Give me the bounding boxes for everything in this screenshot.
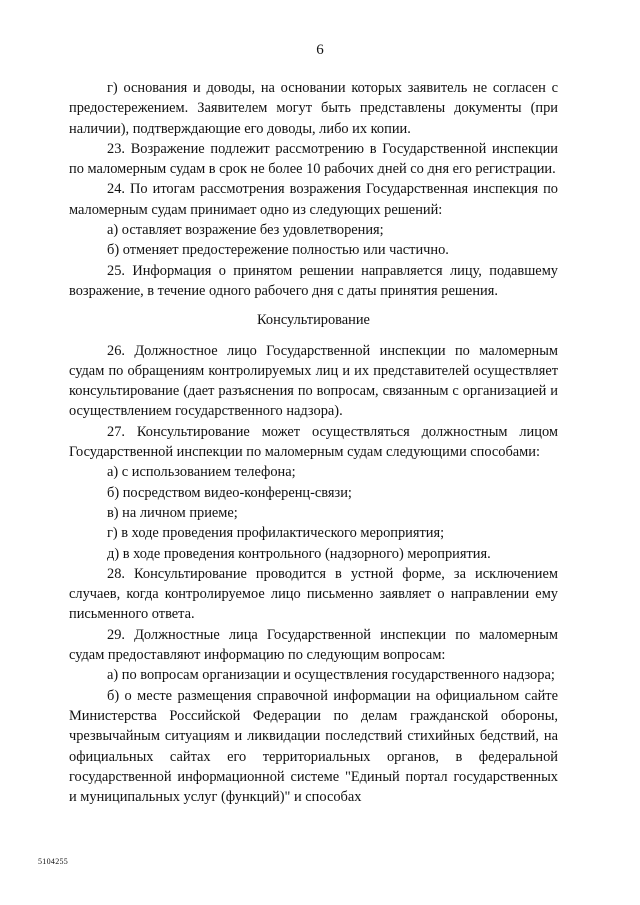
paragraph-27-item-g: г) в ходе проведения профилактического мероприятия; bbox=[107, 525, 445, 542]
page-number: 6 bbox=[316, 42, 324, 58]
section-heading: Консультирование bbox=[257, 312, 370, 329]
paragraph-29: 29. Должностные лица Государственной инспекции по маломерным судам предоставляют информацию по следующим вопросам: bbox=[69, 626, 558, 664]
paragraph-27-item-d: д) в ходе проведения контрольного (надзорного) мероприятия. bbox=[107, 545, 491, 562]
paragraph-24-item-a: а) оставляет возражение без удовлетворения; bbox=[107, 222, 384, 239]
paragraph-29-item-a: а) по вопросам организации и осуществления государственного надзора; bbox=[107, 667, 555, 684]
paragraph-25: 25. Информация о принятом решении направляется лицу, подавшему возражение, в течение одного рабочего дня с даты принятия решения. bbox=[69, 262, 558, 299]
paragraph-26: 26. Должностное лицо Государственной инспекции по маломерным судам по обращениям контролируемых лиц и их представителей осуществляет консультирование (дает разъяснения по вопросам, связанным с организацией и осуществлением государственного надзора). bbox=[69, 342, 558, 420]
paragraph-27-item-a: а) с использованием телефона; bbox=[107, 464, 296, 481]
paragraph-28: 28. Консультирование проводится в устной форме, за исключением случаев, когда контролируемое лицо письменно заявляет о направлении ему письменного ответа. bbox=[69, 565, 558, 623]
document-code: 5104255 bbox=[38, 857, 69, 866]
paragraph-24-item-b: б) отменяет предостережение полностью или частично. bbox=[107, 242, 449, 259]
paragraph-29-item-b: б) о месте размещения справочной информации на официальном сайте Министерства Российской Федерации по делам гражданской обороны, чрезвычайным ситуациям и ликвидации последствий стихийных бедствий, на официальных сайтах его территориальных органов, в федеральной государственной информационной системе "Единый портал государственных и муниципальных услуг (функций)" и способах bbox=[69, 687, 558, 806]
paragraph-27-item-b: б) посредством видео-конференц-связи; bbox=[107, 484, 352, 501]
paragraph-item-g: г) основания и доводы, на основании которых заявитель не согласен с предостережением. Заявителем могут быть представлены документы (при наличии), подтверждающие его доводы, либо их копии. bbox=[69, 80, 558, 137]
paragraph-27: 27. Консультирование может осуществляться должностным лицом Государственной инспекции по маломерным судам следующими способами: bbox=[69, 423, 558, 461]
document-body bbox=[69, 78, 558, 807]
paragraph-24: 24. По итогам рассмотрения возражения Государственная инспекция по маломерным судам принимает одно из следующих решений: bbox=[69, 181, 558, 218]
paragraph-23: 23. Возражение подлежит рассмотрению в Государственной инспекции по маломерным судам в срок не более 10 рабочих дней со дня его регистрации. bbox=[69, 140, 558, 178]
paragraph-27-item-v: в) на личном приеме; bbox=[107, 504, 238, 521]
